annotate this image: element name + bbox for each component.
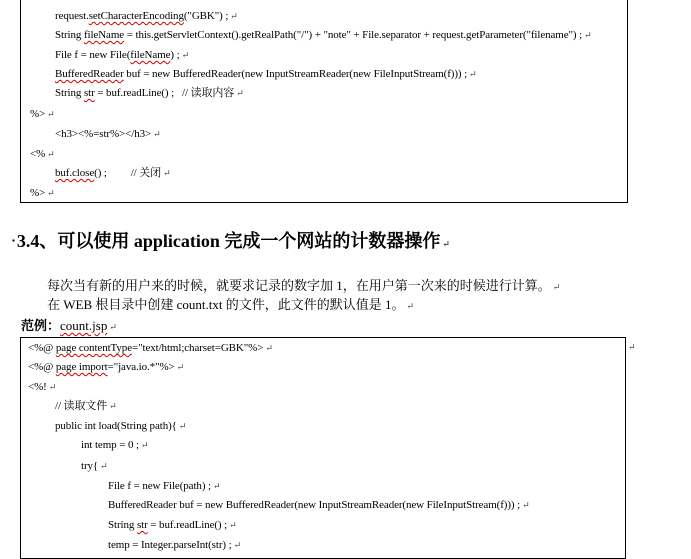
code-block-2-line-6 (81, 438, 148, 452)
spellcheck-underlined-text: page import (55, 361, 108, 373)
paragraph-mark-icon: ↵ (181, 50, 190, 60)
paragraph-mark-icon: ↵ (584, 30, 592, 40)
paragraph-mark-icon: ↵ (153, 129, 161, 139)
code-text: String (55, 29, 84, 41)
code-block-1-line-8 (30, 147, 55, 161)
code-text: ="text/html;charset=GBK"%> (132, 342, 264, 354)
paragraph-mark-icon: ↵ (442, 239, 450, 249)
paragraph-mark-icon: ↵ (552, 282, 561, 292)
paragraph-mark-icon: ↵ (628, 342, 636, 352)
spellcheck-underlined-text: page contentType (55, 342, 132, 354)
paragraph-mark-icon: ↵ (406, 301, 415, 311)
code-block-2-line-4 (55, 399, 117, 413)
code-block-1-line-2 (55, 28, 592, 42)
code-text: ="java.io.*"%> (107, 361, 175, 373)
code-block-1-line-4 (55, 67, 477, 81)
spellcheck-underlined-text: str (136, 519, 148, 531)
code-block-2-line-5 (55, 419, 186, 433)
spellcheck-underlined-text: str (83, 87, 95, 99)
code-text: <%@ (28, 342, 56, 354)
paragraph-mark-icon: ↵ (48, 382, 57, 392)
code-text: <%@ (28, 361, 56, 373)
paragraph-mark-icon: ↵ (47, 109, 55, 119)
paragraph-2-text: 在 WEB 根目录中创建 count.txt 的文件，此文件的默认值是 1。 (47, 297, 405, 312)
paragraph-mark-icon: ↵ (230, 11, 238, 21)
code-block-1-line-7 (55, 127, 161, 141)
section-heading-text: 3.4、可以使用 application 完成一个网站的计数器操作 (16, 231, 441, 251)
code-block-1-line-5 (55, 86, 244, 100)
example-label (21, 318, 117, 335)
paragraph-mark-icon: ↵ (163, 168, 171, 178)
code-text: <% (30, 148, 46, 160)
code-block-1-line-3 (55, 48, 189, 62)
paragraph-1-text: 每次当有新的用户来的时候，就要求记录的数字加 1，在用户第一次来的时候进行计算。 (47, 278, 551, 293)
section-heading (12, 230, 450, 255)
code-text: ) ; (170, 49, 180, 61)
code-text: File f = new File(path) ; (108, 480, 211, 492)
spellcheck-underlined-text: fileName (130, 49, 171, 61)
code-text: ("GBK") ; (183, 10, 229, 22)
code-text: BufferedReader buf = new BufferedReader(new InputStreamReader(new FileInputStream(f))) ; (108, 499, 521, 511)
example-filename: count.jsp (60, 318, 108, 333)
paragraph-mark-icon: ↵ (213, 481, 221, 491)
code-text: = this.getServletContext().getRealPath("/") + "note" + File.separator + request.getParameter("filename") ; (124, 29, 583, 41)
code-text: buf = new BufferedReader(new InputStreamReader(new FileInputStream(f))) ; (123, 68, 468, 80)
code-block-1-line-1 (55, 9, 238, 23)
paragraph-mark-icon: ↵ (229, 520, 237, 530)
paragraph-mark-icon: ↵ (265, 343, 273, 353)
paragraph-mark-icon: ↵ (109, 322, 117, 332)
paragraph-mark-icon: ↵ (109, 401, 117, 411)
paragraph-mark-icon: ↵ (47, 149, 55, 159)
code-text: = buf.readLine() ; (147, 519, 228, 531)
code-block-1-line-10 (30, 186, 55, 200)
paragraph-2 (47, 297, 414, 314)
spellcheck-underlined-text: fileName (83, 29, 125, 41)
paragraph-mark-icon: ↵ (140, 440, 149, 450)
code-block-2-line-3 (28, 380, 56, 394)
code-text: try{ (81, 460, 99, 472)
paragraph-mark-icon: ↵ (176, 362, 185, 372)
code-text: request. (55, 10, 89, 22)
paragraph-mark-icon: ↵ (178, 421, 187, 431)
paragraph-mark-icon: ↵ (100, 461, 108, 471)
spellcheck-underlined-text: BufferedReader (55, 68, 124, 80)
bullet-icon: ▪ (12, 236, 15, 245)
code-text: String (55, 87, 84, 99)
code-block-2-line-9 (108, 498, 530, 512)
paragraph-mark-icon: ↵ (47, 188, 55, 198)
code-text: public int load(String path){ (55, 420, 177, 432)
example-label-prefix: 范例： (21, 318, 61, 333)
paragraph-mark-icon: ↵ (236, 88, 244, 98)
spellcheck-underlined-text: setCharacterEncoding (88, 10, 184, 22)
paragraph-mark-icon: ↵ (522, 500, 530, 510)
code-text: <h3><%=str%></h3> (55, 128, 152, 140)
paragraph-mark-icon: ↵ (469, 69, 477, 79)
paragraph-1 (47, 278, 560, 295)
code-text: %> (30, 187, 46, 199)
code-block-2-line-8 (108, 479, 220, 493)
code-block-2-line-1 (28, 341, 273, 355)
code-text: String (108, 519, 137, 531)
code-text: <%! (28, 381, 47, 393)
code-text: temp = Integer.parseInt(str) ; (108, 539, 232, 551)
code-block-2-line-2 (28, 360, 184, 374)
code-block-1-line-6 (30, 107, 55, 121)
code-text: // 读取文件 (55, 400, 108, 412)
code-text: () ; // 关闭 (94, 167, 162, 179)
code-text: File f = new File( (55, 49, 131, 61)
code-text: %> (30, 108, 46, 120)
code-text: int temp = 0 ; (81, 439, 139, 451)
spellcheck-underlined-text: buf.close (55, 167, 95, 179)
code-text: = buf.readLine() ; // 读取内容 (94, 87, 235, 99)
code-block-2-line-7 (81, 459, 108, 473)
code-block-2-line-11 (108, 538, 241, 552)
code-block-1-line-9 (55, 166, 171, 180)
code-block-2-line-10 (108, 518, 237, 532)
paragraph-mark-icon: ↵ (233, 540, 242, 550)
